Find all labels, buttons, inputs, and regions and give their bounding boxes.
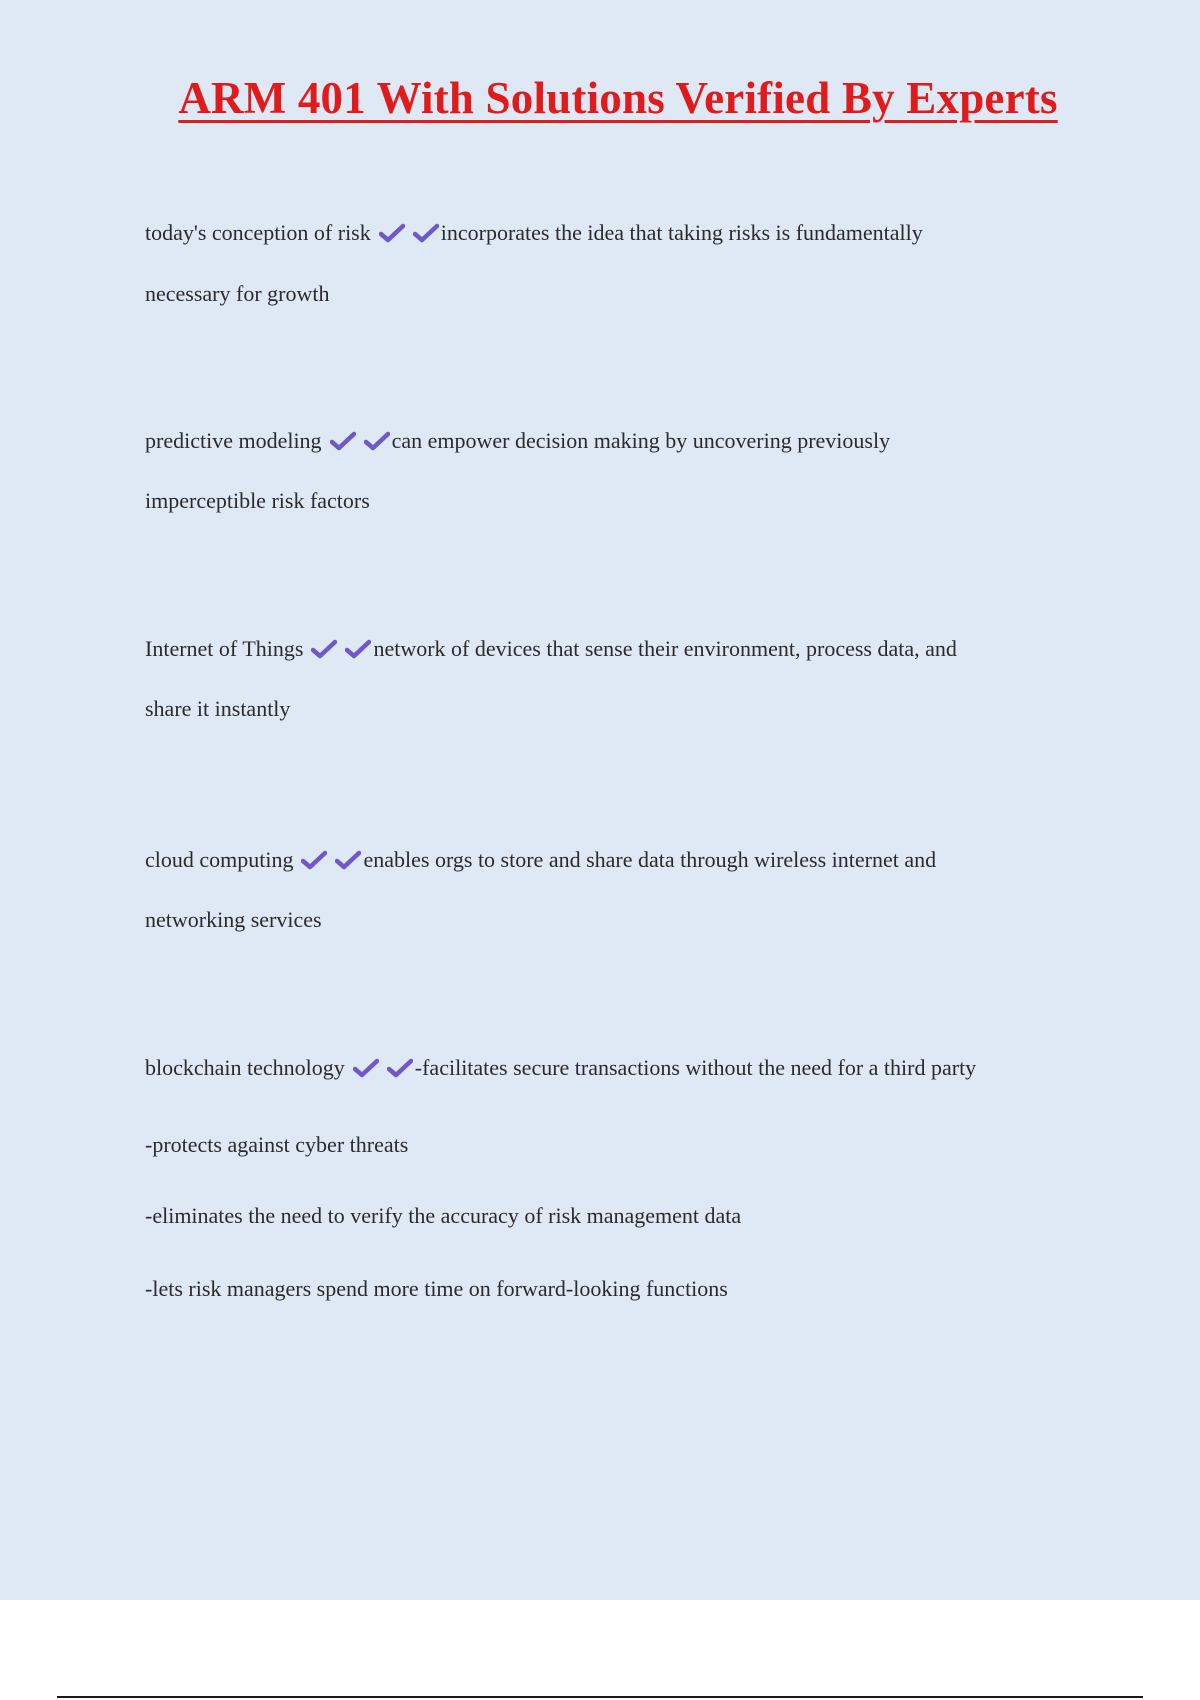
document-title: ARM 401 With Solutions Verified By Experts bbox=[178, 73, 1058, 123]
entry-4-answer-line-1: enables orgs to store and share data through wireless internet and bbox=[363, 847, 937, 872]
entry-1-answer-line-1: incorporates the idea that taking risks is fundamentally bbox=[440, 220, 923, 245]
entry-5-term: blockchain technology bbox=[145, 1055, 345, 1080]
entry-3-answer-line-2: share it instantly bbox=[145, 696, 291, 721]
entry-5-first-line bbox=[145, 1053, 976, 1083]
entry-3-term: Internet of Things bbox=[145, 636, 304, 661]
entry-2-answer-line-2: imperceptible risk factors bbox=[145, 488, 370, 513]
entry-4-first-line bbox=[145, 845, 936, 875]
entry-1-first-line bbox=[145, 218, 923, 248]
footer-divider bbox=[57, 1696, 1143, 1698]
entry-5-answer-line-2: -protects against cyber threats bbox=[145, 1132, 409, 1157]
check-icon bbox=[387, 1058, 413, 1078]
check-icon bbox=[335, 850, 361, 870]
entry-5-answer-line-4: -lets risk managers spend more time on forward-looking functions bbox=[145, 1276, 728, 1301]
check-icon bbox=[330, 431, 356, 451]
check-icon bbox=[379, 223, 405, 243]
entry-2-answer-line-1: can empower decision making by uncovering previously bbox=[391, 428, 891, 453]
check-icon bbox=[364, 431, 390, 451]
entry-1-term: today's conception of risk bbox=[145, 220, 371, 245]
check-icon bbox=[413, 223, 439, 243]
check-icon bbox=[345, 639, 371, 659]
entry-2-term: predictive modeling bbox=[145, 428, 322, 453]
entry-4-answer-line-2: networking services bbox=[145, 907, 322, 932]
entry-4-term: cloud computing bbox=[145, 847, 294, 872]
entry-2-first-line bbox=[145, 426, 890, 456]
entry-1-answer-line-2: necessary for growth bbox=[145, 281, 330, 306]
entry-5-answer-line-3: -eliminates the need to verify the accuracy of risk management data bbox=[145, 1203, 742, 1228]
entry-3-answer-line-1: network of devices that sense their environment, process data, and bbox=[373, 636, 957, 661]
check-icon bbox=[301, 850, 327, 870]
entry-5-answer-line-1: -facilitates secure transactions without the need for a third party bbox=[414, 1055, 977, 1080]
check-icon bbox=[353, 1058, 379, 1078]
check-icon bbox=[311, 639, 337, 659]
entry-3-first-line bbox=[145, 634, 957, 664]
